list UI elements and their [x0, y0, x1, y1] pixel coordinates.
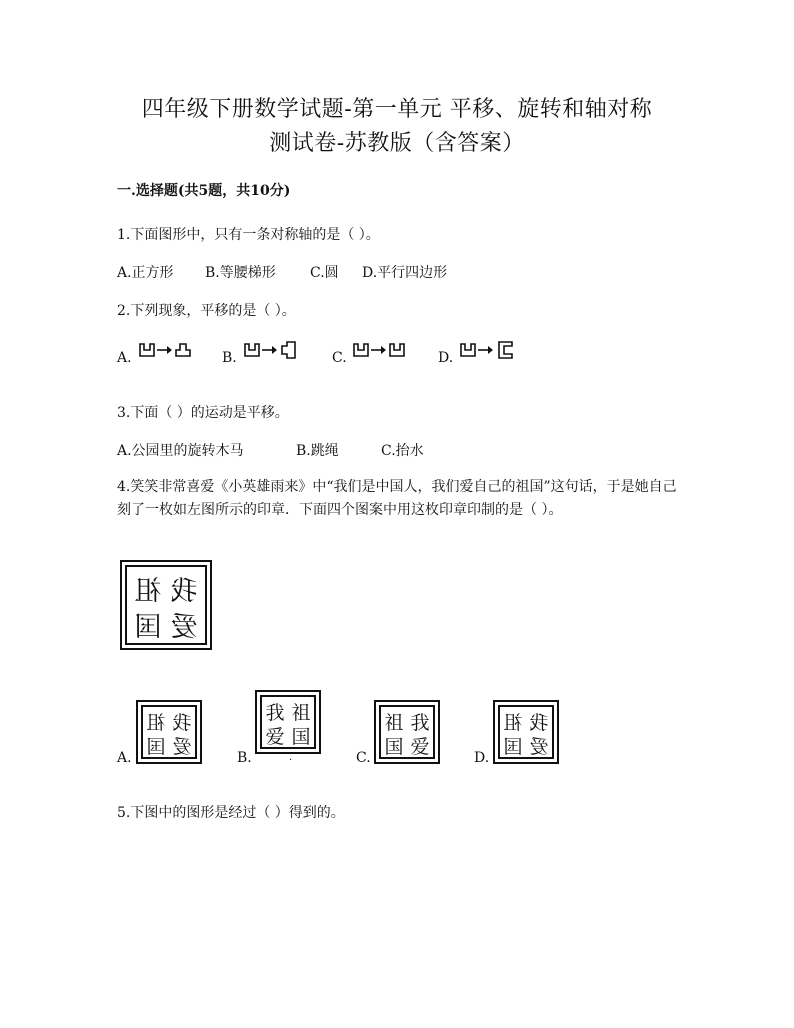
svg-text:祖: 祖: [384, 712, 404, 734]
svg-text:国: 国: [384, 736, 404, 758]
shape-rotate-right-icon: [459, 340, 515, 360]
svg-text:我: 我: [172, 712, 192, 734]
seal-option-d-image: [495, 702, 557, 762]
shape-same-icon: [352, 340, 408, 360]
svg-text:祖: 祖: [291, 702, 311, 724]
seal-option-a[interactable]: [136, 700, 202, 764]
shape-translate-icon: [138, 340, 194, 360]
seal-option-b[interactable]: [255, 690, 321, 754]
question-1-option-b[interactable]: B.等腰梯形: [205, 265, 276, 281]
svg-text:祖: 祖: [503, 712, 523, 734]
seal-character: 爱: [170, 612, 198, 643]
shape-rotate-left-icon: [243, 340, 299, 360]
svg-text:国: 国: [291, 726, 311, 748]
document-title-line-2: 测试卷-苏教版（含答案）: [269, 131, 525, 156]
question-1-option-d[interactable]: D.平行四边形: [362, 265, 448, 281]
question-3-option-b[interactable]: B.跳绳: [296, 443, 339, 459]
question-4-text: 4.笑笑非常喜爱《小英雄雨来》中“我们是中国人，我们爱自己的祖国”这句话，于是她自己刻了一枚如左图所示的印章．下面四个图案中用这枚印章印制的是（ ）。: [117, 479, 677, 518]
svg-text:我: 我: [265, 702, 285, 724]
document-title-line-1: 四年级下册数学试题-第一单元 平移、旋转和轴对称: [141, 97, 653, 122]
question-1-option-a[interactable]: A.正方形: [117, 265, 174, 281]
svg-text:我: 我: [529, 712, 549, 734]
question-2-label-b[interactable]: B.: [222, 350, 237, 366]
svg-text:我: 我: [410, 712, 430, 734]
svg-text:爱: 爱: [265, 726, 285, 748]
question-4-label-b[interactable]: B.: [237, 750, 252, 766]
section-heading: 一.选择题(共5题，共10分): [117, 183, 291, 199]
seal-character: 我: [170, 576, 198, 607]
seal-option-c-image: [376, 702, 438, 762]
question-2-label-c[interactable]: C.: [332, 350, 347, 366]
question-3-text: 3.下面（ ）的运动是平移。: [117, 405, 289, 421]
question-4-option-b-dot: .: [289, 752, 293, 763]
seal-option-a-image: [138, 702, 200, 762]
seal-option-b-image: [257, 692, 319, 752]
svg-text:爱: 爱: [410, 736, 430, 758]
question-1-text: 1.下面图形中，只有一条对称轴的是（ ）。: [117, 227, 380, 243]
question-2-label-d[interactable]: D.: [438, 350, 454, 366]
svg-text:爱: 爱: [529, 736, 549, 758]
svg-text:国: 国: [146, 736, 166, 758]
svg-text:爱: 爱: [172, 736, 192, 758]
seal-option-d[interactable]: [493, 700, 559, 764]
svg-text:国: 国: [503, 736, 523, 758]
question-1-option-c[interactable]: C.圆: [310, 265, 339, 281]
question-5-text: 5.下图中的图形是经过（ ）得到的。: [117, 805, 345, 821]
seal-character: 国: [134, 612, 162, 643]
question-3-option-c[interactable]: C.抬水: [381, 443, 424, 459]
question-4-label-d[interactable]: D.: [474, 750, 490, 766]
seal-stamp-reference: [120, 560, 212, 650]
seal-mirrored-characters-image: [122, 562, 210, 648]
question-2-label-a[interactable]: A.: [117, 350, 132, 366]
question-4-label-c[interactable]: C.: [356, 750, 371, 766]
seal-option-c[interactable]: [374, 700, 440, 764]
question-2-text: 2.下列现象，平移的是（ ）。: [117, 303, 296, 319]
seal-character: 祖: [134, 576, 162, 607]
question-4-label-a[interactable]: A.: [117, 750, 132, 766]
question-3-option-a[interactable]: A.公园里的旋转木马: [117, 443, 244, 459]
svg-text:祖: 祖: [146, 712, 166, 734]
